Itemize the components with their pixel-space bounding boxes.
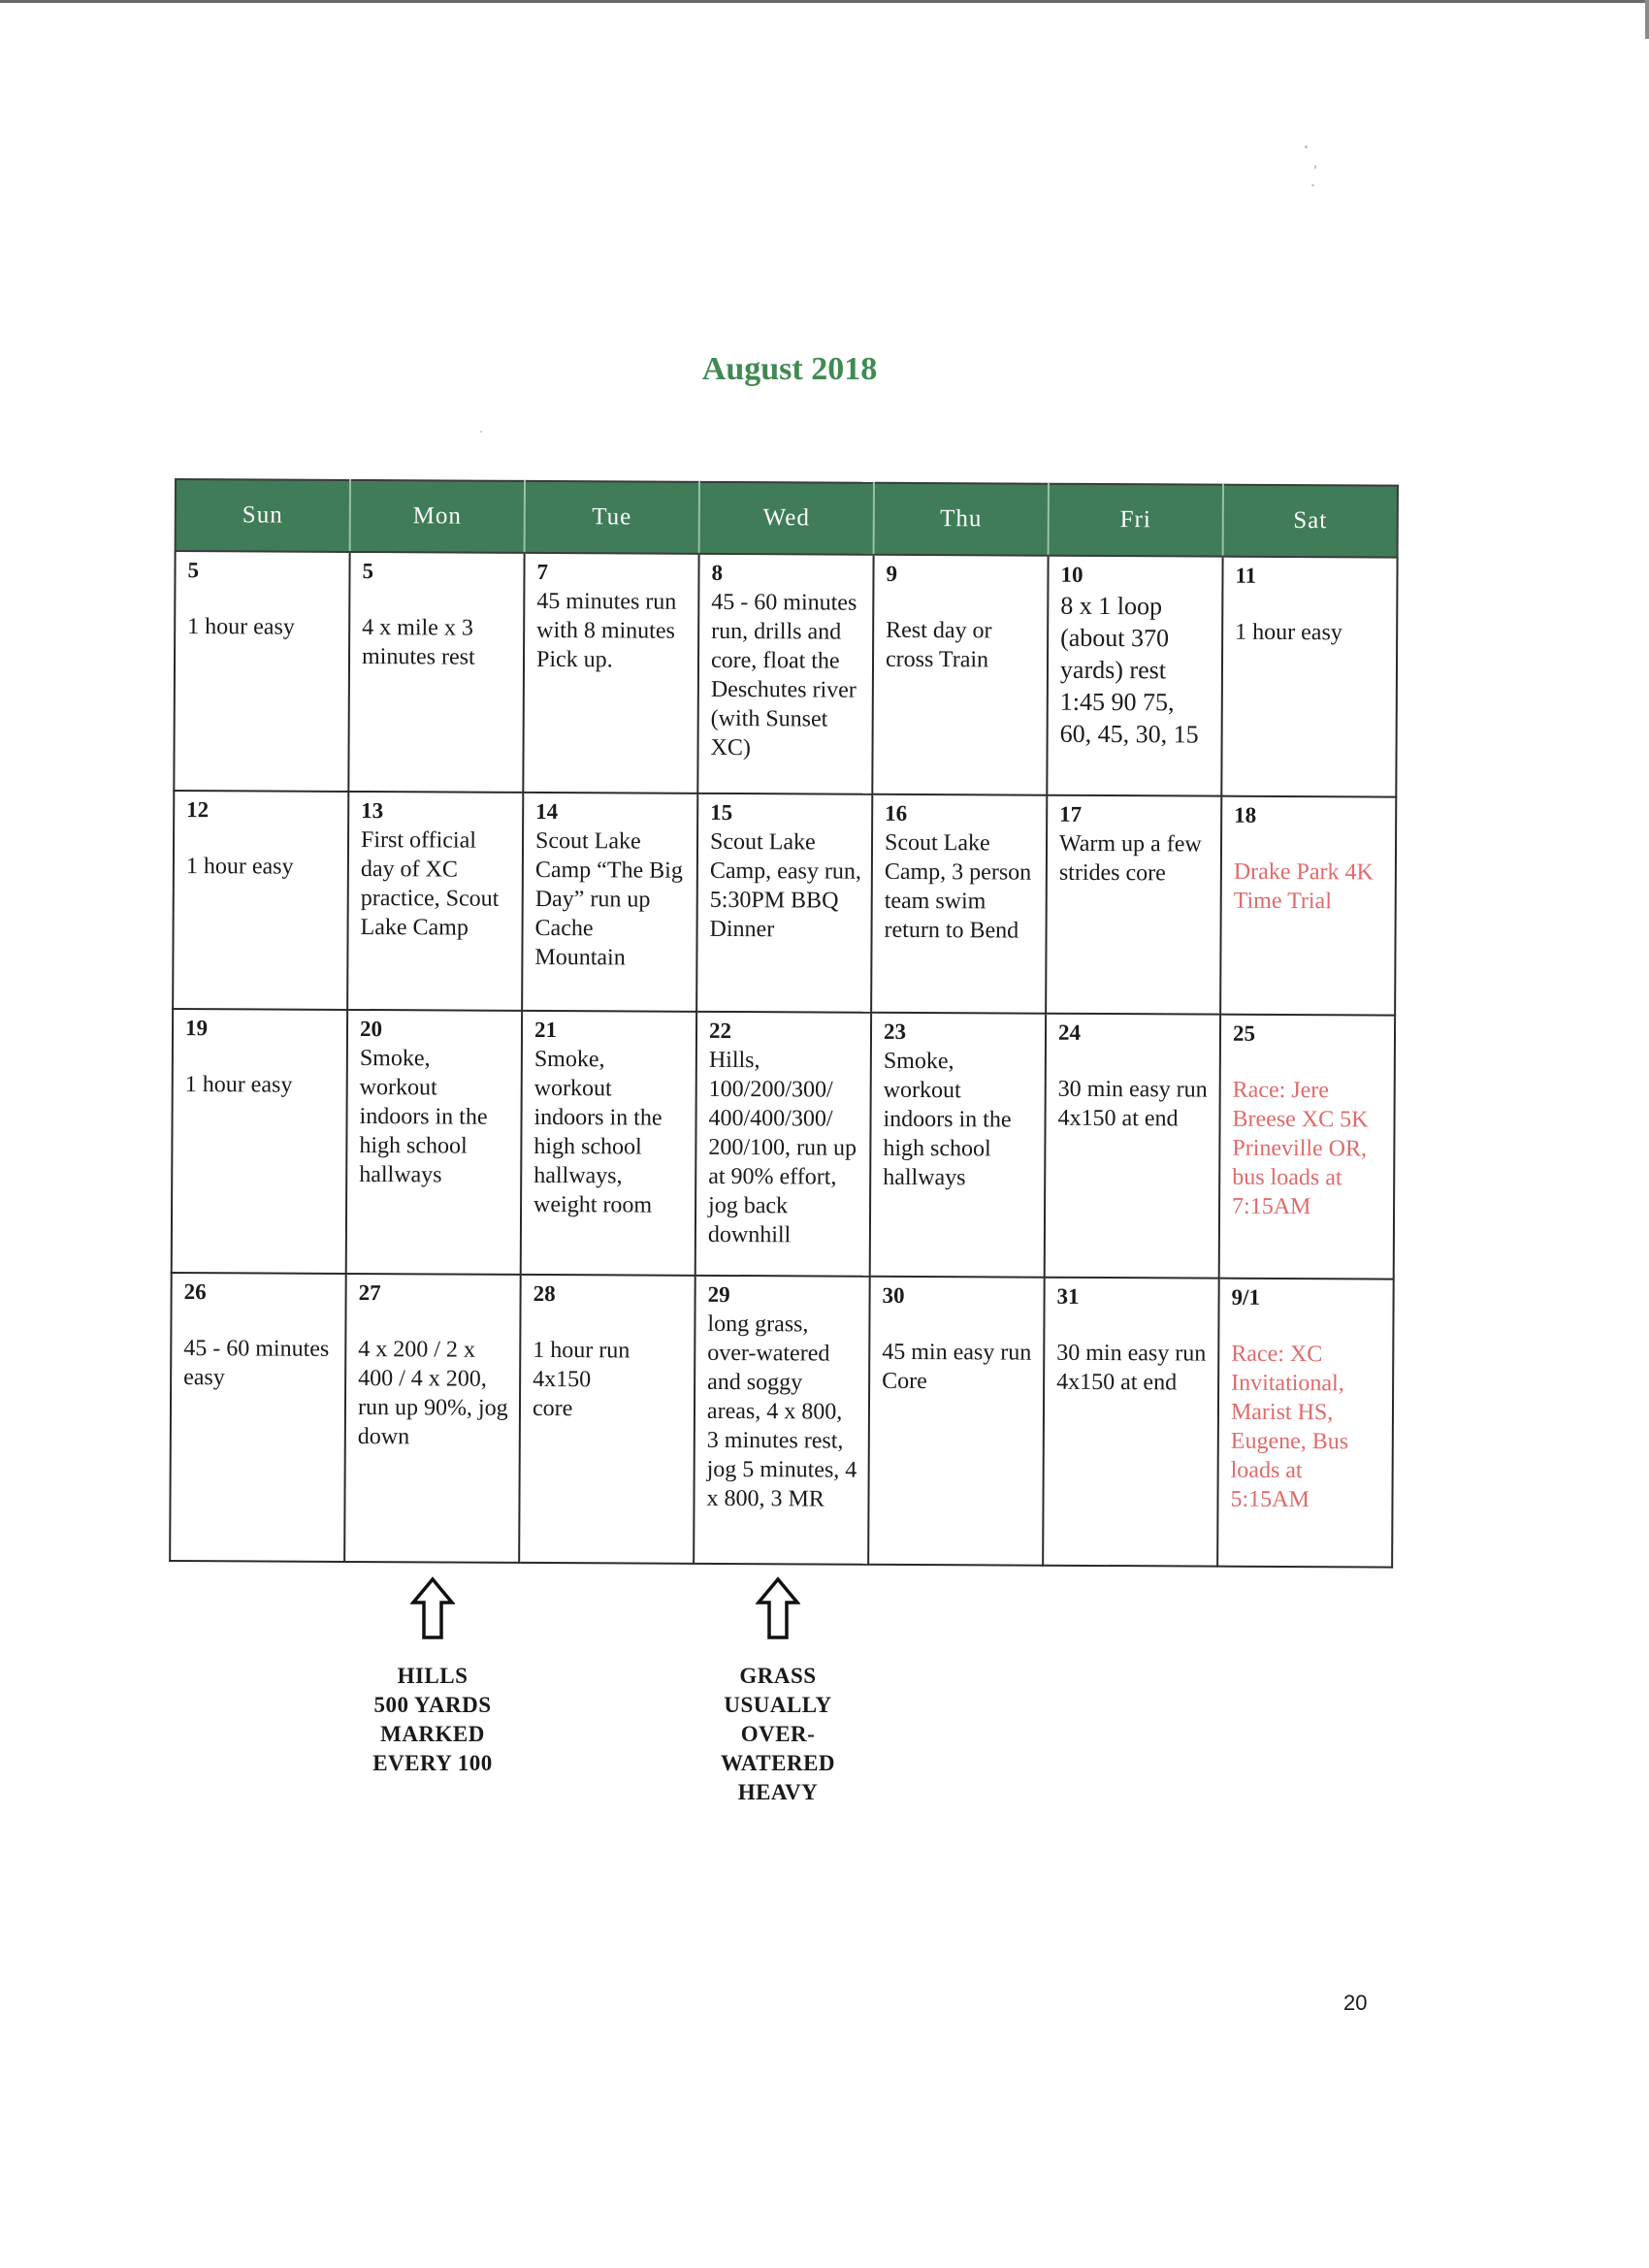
day-workout: 45 - 60 minutes run, drills and core, float the Deschutes river (with Sunset XC) <box>710 589 857 761</box>
day-workout: 1 hour easy <box>184 1072 293 1098</box>
header-fri: Fri <box>1049 484 1223 557</box>
day-number: 14 <box>535 798 559 825</box>
day-cell <box>1219 1015 1395 1280</box>
day-workout: 1 hour easy <box>1235 619 1342 646</box>
day-workout: Scout Lake Camp, 3 person team swim return to Bend <box>884 829 1032 944</box>
day-workout: 45 - 60 minutes easy <box>183 1336 330 1391</box>
day-number: 27 <box>358 1280 381 1306</box>
day-number: 17 <box>1059 801 1083 826</box>
day-cell <box>868 1277 1045 1566</box>
header-thu: Thu <box>874 483 1049 556</box>
day-number: 8 <box>711 560 724 585</box>
day-number: 13 <box>361 798 384 824</box>
day-cell <box>173 791 348 1010</box>
week-row <box>172 1009 1395 1280</box>
scan-top-edge <box>0 0 1649 3</box>
day-cell <box>522 793 697 1012</box>
day-cell <box>872 555 1048 795</box>
up-arrow-icon <box>410 1576 455 1640</box>
scan-speck <box>1305 146 1308 148</box>
scan-speck <box>1314 165 1316 169</box>
header-mon: Mon <box>350 480 525 553</box>
day-workout: long grass, over-watered and soggy areas, 4 x 800, 3 minutes rest, jog 5 minutes, 4 x 800, 3 MR <box>706 1311 857 1512</box>
day-workout: 4 x 200 / 2 x 400 / 4 x 200, run up 90%, jog down <box>357 1337 508 1450</box>
day-number: 24 <box>1057 1020 1082 1045</box>
day-number: 12 <box>186 797 210 823</box>
day-number: 31 <box>1056 1283 1080 1309</box>
grass-note-text: GRASS USUALLY OVER- WATERED HEAVY <box>720 1664 836 1804</box>
day-cell <box>871 794 1047 1014</box>
day-cell <box>696 794 872 1013</box>
header-tue: Tue <box>525 481 699 554</box>
day-cell <box>523 553 698 794</box>
race-event: Race: Jere Breese XC 5K Prineville OR, bus loads at 7:15AM <box>1232 1077 1369 1220</box>
header-sun: Sun <box>176 479 350 552</box>
day-cell <box>170 1273 346 1562</box>
day-workout: Smoke, workout indoors in the high school hallways <box>359 1046 488 1188</box>
day-number: 16 <box>885 800 908 826</box>
day-number: 28 <box>533 1280 556 1307</box>
day-cell <box>172 1009 347 1274</box>
day-cell <box>697 554 873 794</box>
day-cell <box>521 1011 696 1276</box>
day-cell <box>695 1012 871 1277</box>
day-cell <box>1220 796 1396 1016</box>
week-row <box>173 791 1396 1016</box>
grass-note <box>681 1576 875 1807</box>
week-row <box>170 1273 1394 1568</box>
day-workout: 30 min easy run 4x150 at end <box>1057 1076 1208 1132</box>
day-workout: 8 x 1 loop (about 370 yards) rest 1:45 90 75, 60, 45, 30, 15 <box>1059 591 1199 749</box>
day-cell <box>346 1010 522 1275</box>
day-workout: 4 x mile x 3 minutes rest <box>361 615 475 670</box>
day-workout: 30 min easy run 4x150 at end <box>1056 1340 1207 1396</box>
day-workout: Hills, 100/200/300/ 400/400/300/ 200/100, run up at 90% effort, jog back downhill <box>707 1047 857 1248</box>
day-workout: Scout Lake Camp, easy run, 5:30PM BBQ Dinner <box>709 828 861 943</box>
day-workout: Smoke, workout indoors in the high school hallways, weight room <box>534 1046 663 1218</box>
day-cell <box>1045 1014 1220 1279</box>
day-cell <box>1221 557 1397 797</box>
day-number: 20 <box>359 1017 383 1042</box>
day-workout: 45 minutes run with 8 minutes Pick up. <box>535 588 677 673</box>
day-cell <box>344 1274 521 1563</box>
header-sat: Sat <box>1223 485 1398 558</box>
page-number: 20 <box>1343 1991 1368 2015</box>
day-number: 19 <box>184 1016 209 1041</box>
day-number: 5 <box>362 559 374 584</box>
day-workout: 1 hour run 4x150 core <box>532 1337 630 1422</box>
day-number: 7 <box>536 559 549 585</box>
day-cell <box>1047 556 1222 796</box>
scan-speck <box>1311 184 1314 186</box>
day-cell <box>174 551 349 792</box>
day-cell <box>870 1013 1046 1278</box>
day-workout: Warm up a few strides core <box>1058 830 1202 887</box>
page-title: August 2018 <box>701 351 878 387</box>
day-number: 29 <box>707 1281 730 1308</box>
day-number: 22 <box>708 1018 732 1044</box>
weekday-header-row <box>176 479 1398 558</box>
race-event: Drake Park 4K Time Trial <box>1233 859 1374 915</box>
header-wed: Wed <box>699 482 874 555</box>
scan-right-edge <box>1645 0 1649 39</box>
day-cell <box>694 1276 870 1565</box>
day-number: 15 <box>710 799 733 826</box>
day-workout: 45 min easy run Core <box>882 1339 1032 1395</box>
race-event: Race: XC Invitational, Marist HS, Eugene, Bus loads at 5:15AM <box>1230 1341 1349 1513</box>
day-number: 21 <box>534 1017 558 1043</box>
day-number: 9/1 <box>1231 1284 1261 1310</box>
day-workout: First official day of XC practice, Scout Lake Camp <box>360 827 500 941</box>
day-number: 23 <box>883 1019 907 1044</box>
day-number: 9 <box>886 561 898 586</box>
day-workout: Smoke, workout indoors in the high school hallways <box>883 1048 1012 1191</box>
day-number: 18 <box>1234 802 1257 827</box>
day-workout: Scout Lake Camp “The Big Day” run up Cache Mountain <box>534 827 683 971</box>
day-workout: Rest day or cross Train <box>885 617 992 673</box>
training-calendar <box>169 478 1399 1569</box>
day-workout: 1 hour easy <box>185 854 294 880</box>
hills-note-text: HILLS 500 YARDS MARKED EVERY 100 <box>372 1664 493 1775</box>
day-cell <box>348 552 524 793</box>
week-row <box>174 551 1397 797</box>
day-cell <box>519 1275 695 1564</box>
day-cell <box>1217 1279 1394 1568</box>
scan-speck <box>480 431 482 433</box>
day-cell <box>347 792 523 1011</box>
day-number: 10 <box>1060 562 1083 587</box>
day-number: 26 <box>183 1280 207 1305</box>
up-arrow-icon <box>756 1576 800 1640</box>
day-number: 25 <box>1232 1021 1256 1046</box>
day-cell <box>1046 795 1221 1015</box>
day-workout: 1 hour easy <box>187 614 295 640</box>
hills-note <box>336 1576 530 1778</box>
day-number: 30 <box>882 1282 905 1308</box>
day-number: 11 <box>1235 563 1257 588</box>
day-cell <box>1043 1278 1219 1567</box>
day-number: 5 <box>187 558 200 583</box>
